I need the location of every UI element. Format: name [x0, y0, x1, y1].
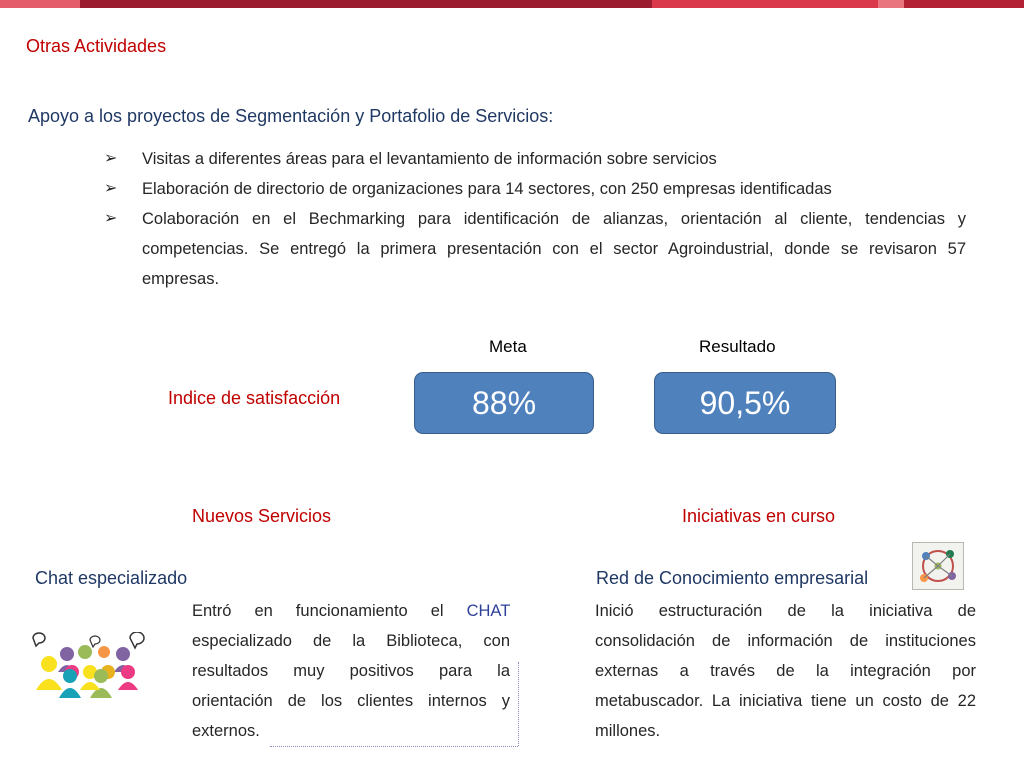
arrow-bullet-icon: ➢ [104, 150, 118, 167]
dotted-divider-vertical [518, 662, 519, 746]
arrow-bullet-icon: ➢ [104, 210, 118, 227]
chat-people-icon [30, 632, 150, 702]
list-item: ➢ Colaboración en el Bechmarking para identificación de alianzas, orientación al cliente, tendencias y competencias. Se entregó la primera presentación con el sector Agroindustrial, donde se revisaron 57 empresas. [104, 204, 966, 294]
project-heading: Apoyo a los proyectos de Segmentación y Portafolio de Servicios: [28, 106, 554, 126]
list-item: ➢ Visitas a diferentes áreas para el levantamiento de información sobre servicios [104, 144, 966, 174]
top-accent-bar [0, 0, 1024, 8]
chat-paragraph: Entró en funcionamiento el CHAT especializado de la Biblioteca, con resultados muy positivos para la orientación de los clientes internos y externos. [192, 602, 510, 740]
result-value-box [654, 372, 836, 434]
chat-highlight: CHAT [466, 602, 510, 620]
chat-subheading: Chat especializado [35, 568, 188, 588]
project-bullet-list [104, 144, 966, 294]
meta-value: 88% [471, 384, 537, 421]
meta-label: Meta [489, 337, 527, 356]
section-title: Otras Actividades [26, 36, 167, 56]
meta-value-box [414, 372, 594, 434]
list-item: ➢ Elaboración de directorio de organizaciones para 14 sectores, con 250 empresas identificadas [104, 174, 966, 204]
new-services-heading: Nuevos Servicios [192, 506, 332, 526]
network-paragraph: Inició estructuración de la iniciativa de consolidación de información de instituciones externas a través de la integración por metabuscador. La iniciativa tiene un costo de 22 millones. [595, 602, 976, 740]
dotted-divider-horizontal [270, 746, 518, 747]
result-label: Resultado [699, 337, 776, 356]
kpi-label: Indice de satisfacción [168, 388, 341, 408]
result-value: 90,5% [699, 384, 791, 421]
arrow-bullet-icon: ➢ [104, 180, 118, 197]
network-people-icon [912, 542, 964, 590]
initiatives-heading: Iniciativas en curso [682, 506, 836, 526]
network-subheading: Red de Conocimiento empresarial [596, 568, 869, 588]
